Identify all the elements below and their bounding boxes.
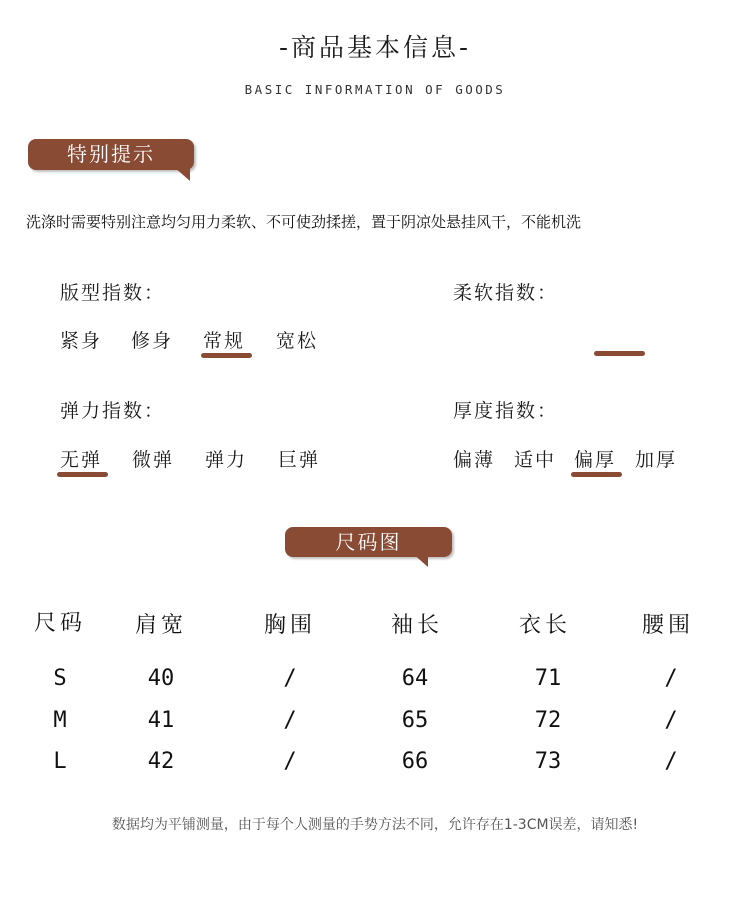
size-cell: S: [53, 666, 67, 691]
notice-tag-label: 特别提示: [67, 142, 155, 166]
fit-index-label: 版型指数：: [60, 282, 166, 304]
fit-option-tight: 紧身: [60, 330, 103, 352]
shoulder-cell: 42: [147, 749, 175, 774]
header-size: 尺码: [33, 611, 86, 636]
waist-cell: /: [664, 749, 678, 774]
chest-cell: /: [283, 666, 297, 691]
chest-cell: /: [283, 749, 297, 774]
size-cell: M: [53, 708, 67, 733]
elasticity-option-super: 巨弹: [278, 449, 321, 471]
chest-cell: /: [283, 708, 297, 733]
elasticity-option-slight: 微弹: [132, 449, 175, 471]
sleeve-cell: 66: [401, 749, 429, 774]
elasticity-index-label: 弹力指数：: [60, 400, 166, 422]
length-cell: 71: [534, 666, 562, 691]
elasticity-option-stretch: 弹力: [205, 449, 248, 471]
page-subtitle: BASIC INFORMATION OF GOODS: [244, 82, 506, 97]
thickness-index-label: 厚度指数：: [453, 400, 559, 422]
fit-selected-underline: [201, 353, 252, 358]
measurement-note: 数据均为平铺测量，由于每个人测量的手势方法不同，允许存在1-3CM误差，请知悉!: [111, 817, 639, 833]
shoulder-cell: 40: [147, 666, 175, 691]
header-shoulder: 肩宽: [134, 613, 187, 638]
waist-cell: /: [664, 666, 678, 691]
header-sleeve: 袖长: [390, 613, 443, 638]
header-chest: 胸围: [263, 613, 316, 638]
size-chart-tag-label: 尺码图: [335, 530, 402, 554]
thickness-selected-underline: [571, 472, 622, 477]
shoulder-cell: 41: [147, 708, 175, 733]
size-chart-tag: [285, 527, 452, 557]
care-instructions: 洗涤时需要特别注意均匀用力柔软、不可使劲揉搓，置于阴凉处悬挂风干，不能机洗: [26, 213, 582, 231]
size-cell: L: [53, 749, 67, 774]
sleeve-cell: 64: [401, 666, 429, 691]
thickness-option-thin: 偏薄: [453, 449, 496, 471]
waist-cell: /: [664, 708, 678, 733]
thickness-option-extra-thick: 加厚: [635, 449, 678, 471]
thickness-option-thick: 偏厚: [574, 449, 617, 471]
notice-tag: [28, 139, 194, 170]
length-cell: 73: [534, 749, 562, 774]
header-waist: 腰围: [641, 613, 694, 638]
length-cell: 72: [534, 708, 562, 733]
fit-option-slim: 修身: [131, 330, 174, 352]
elasticity-selected-underline: [57, 472, 108, 477]
sleeve-cell: 65: [401, 708, 429, 733]
thickness-option-medium: 适中: [514, 449, 557, 471]
softness-selected-underline: [594, 351, 645, 356]
softness-index-label: 柔软指数：: [453, 282, 559, 304]
header-length: 衣长: [518, 613, 571, 638]
page-title: -商品基本信息-: [278, 33, 472, 62]
elasticity-option-none: 无弹: [60, 449, 103, 471]
fit-option-loose: 宽松: [276, 330, 319, 352]
fit-option-regular: 常规: [203, 330, 246, 352]
